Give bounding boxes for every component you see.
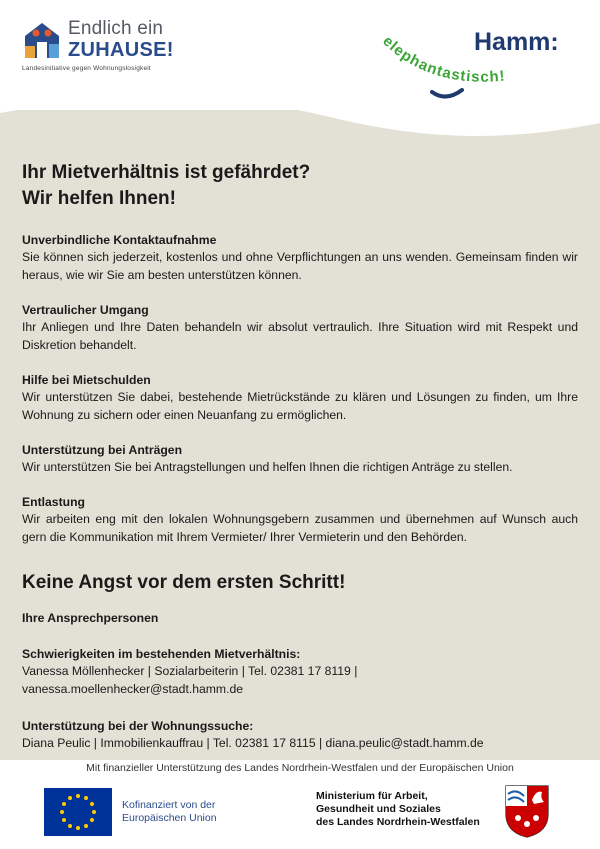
- contact-title: Schwierigkeiten im bestehenden Mietverhältnis:: [22, 647, 301, 661]
- contact-title: Unterstützung bei der Wohnungssuche:: [22, 719, 254, 733]
- ministry-line3: des Landes Nordrhein-Westfalen: [316, 816, 480, 828]
- page-title: [22, 160, 578, 212]
- section-title: Vertraulicher Umgang: [22, 303, 149, 317]
- logo-subtitle: Landesinitiative gegen Wohnungslosigkeit: [22, 65, 151, 72]
- eu-cofinanced-text: [122, 799, 217, 825]
- ministry-line1: Ministerium für Arbeit,: [316, 790, 428, 802]
- logo-text-line1: Endlich ein: [68, 18, 164, 39]
- section-text: Ihr Anliegen und Ihre Daten behandeln wir absolut vertraulich. Ihre Situation wird mit Respekt und Diskretion behandelt.: [22, 320, 578, 352]
- eu-text-line2: Europäischen Union: [122, 812, 217, 824]
- section-title: Unverbindliche Kontaktaufnahme: [22, 233, 217, 247]
- section-title: Entlastung: [22, 495, 85, 509]
- slogan-text: elephantastisch!: [379, 32, 507, 86]
- logo-text-line2: ZUHAUSE!: [68, 39, 174, 61]
- nrw-coat-of-arms-icon: [504, 784, 550, 838]
- house-people-icon: [22, 20, 62, 60]
- endlich-ein-zuhause-logo: [22, 18, 192, 78]
- section-text: Wir unterstützen Sie bei Antragstellungen und helfen Ihnen die richtigen Anträge zu stellen.: [22, 460, 513, 474]
- section-text: Wir arbeiten eng mit den lokalen Wohnungsgebern zusammen und übernehmen auf Wunsch auch gern die Kommunikation mit Ihrem Vermieter/ Ihrer Vermieterin und den Behörden.: [22, 512, 578, 544]
- section-relief: [22, 494, 578, 546]
- contacts-heading: Ihre Ansprechpersonen: [22, 611, 159, 625]
- eu-text-line1: Kofinanziert von der: [122, 799, 216, 811]
- section-text: Sie können sich jederzeit, kostenlos und ohne Verpflichtungen an uns wenden. Gemeinsam finden wir heraus, wie wir Sie am besten unterstützen können.: [22, 250, 578, 282]
- section-rent-debt: [22, 372, 578, 424]
- section-confidential: [22, 302, 578, 354]
- section-text: Wir unterstützen Sie dabei, bestehende Mietrückstände zu klären und Lösungen zu finden, um Ihre Wohnung zu sichern oder einen Neuanfang zu ermöglichen.: [22, 390, 578, 422]
- contact-details: Vanessa Möllenhecker | Sozialarbeiterin | Tel. 02381 17 8119 | vanessa.moellenhecker@stadt.hamm.de: [22, 664, 358, 696]
- section-title: Unterstützung bei Anträgen: [22, 443, 183, 457]
- main-content: [22, 160, 578, 752]
- ministry-line2: Gesundheit und Soziales: [316, 803, 441, 815]
- funding-note: Mit finanzieller Unterstützung des Landes Nordrhein-Westfalen und der Europäischen Union: [86, 762, 514, 774]
- title-line1: Ihr Mietverhältnis ist gefährdet?: [22, 162, 311, 183]
- hamm-logo-text: Hamm:: [474, 28, 559, 56]
- section-applications: [22, 442, 578, 476]
- ministry-text: [316, 790, 480, 829]
- section-title: Hilfe bei Mietschulden: [22, 373, 151, 387]
- contact-tenancy: [22, 646, 578, 698]
- subtitle: Keine Angst vor dem ersten Schritt!: [22, 572, 346, 593]
- eu-flag-icon: [44, 788, 112, 836]
- contact-details: Diana Peulic | Immobilienkauffrau | Tel. 02381 17 8115 | diana.peulic@stadt.hamm.de: [22, 736, 484, 750]
- section-contact: [22, 232, 578, 284]
- title-line2: Wir helfen Ihnen!: [22, 188, 176, 209]
- contact-housing-search: [22, 718, 578, 752]
